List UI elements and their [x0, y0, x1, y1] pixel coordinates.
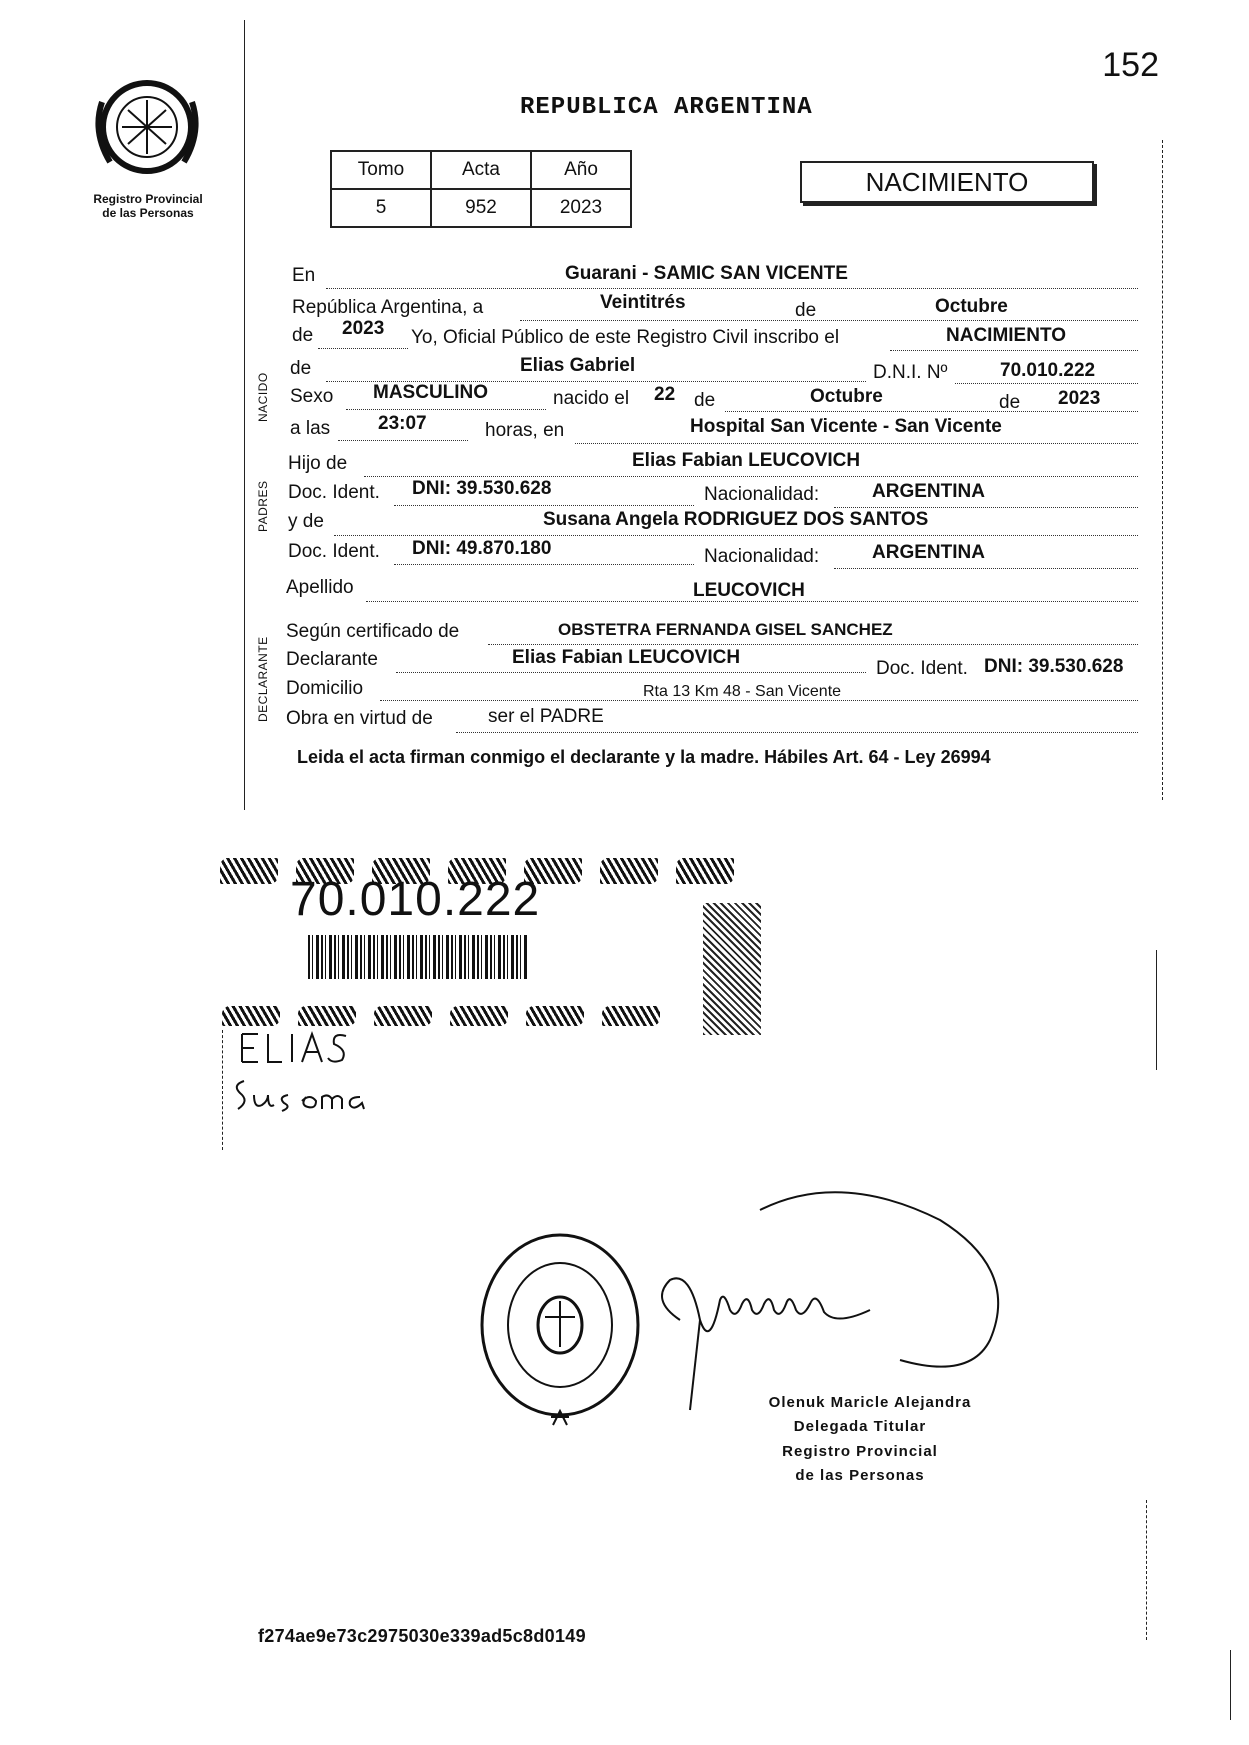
- madre-doc-label: Doc. Ident.: [288, 541, 380, 562]
- table-header-anio: Año: [531, 151, 631, 189]
- official-seal-icon: [475, 1225, 645, 1445]
- inscribo-dots: [890, 350, 1138, 351]
- official-org-line-2: de las Personas: [795, 1467, 925, 1484]
- madre-doc-dots: [394, 564, 694, 565]
- inscribo-text: Yo, Oficial Público de este Registro Civil inscribo el: [411, 327, 840, 348]
- country-title: REPUBLICA ARGENTINA: [520, 94, 813, 121]
- nombre-label: de: [290, 358, 312, 379]
- apellido-label: Apellido: [286, 577, 354, 598]
- madre-nac-dots: [834, 568, 1138, 569]
- padre-doc-value: DNI: 39.530.628: [412, 478, 552, 499]
- side-label-nacido: NACIDO: [256, 372, 270, 422]
- barcode: [308, 935, 528, 979]
- sexo-dots: [346, 409, 546, 410]
- inscribo-value: NACIMIENTO: [946, 325, 1066, 346]
- closing-text: Leida el acta firman conmigo el declarante y la madre. Hábiles Art. 64 - Ley 26994: [297, 747, 991, 767]
- declarante-label: Declarante: [286, 649, 378, 670]
- dni-label: D.N.I. Nº: [873, 362, 948, 383]
- nacido-mes: Octubre: [810, 386, 883, 407]
- padre-nac-dots: [834, 507, 1138, 508]
- padre-nac-label: Nacionalidad:: [704, 484, 820, 505]
- madre-nac-label: Nacionalidad:: [704, 546, 820, 567]
- certificado-dots: [488, 644, 1138, 645]
- nacido-de-2: de: [999, 392, 1021, 413]
- madre-value: Susana Angela RODRIGUEZ DOS SANTOS: [543, 509, 929, 530]
- signature-susana-icon: [230, 1075, 380, 1115]
- en-value: Guarani - SAMIC SAN VICENTE: [565, 263, 848, 284]
- handwritten-susana: [230, 1075, 380, 1120]
- yde-dots: [334, 535, 1138, 536]
- republica-label: República Argentina, a: [292, 297, 484, 318]
- official-signature-scribble-icon: [640, 1180, 1050, 1420]
- province-logo: [92, 72, 202, 182]
- sexo-label: Sexo: [290, 386, 334, 407]
- lugar-dots: [575, 443, 1138, 444]
- de-label-1: de: [795, 300, 817, 321]
- right-margin-rule: [1162, 140, 1163, 800]
- stamp-dni-number: 70.010.222: [290, 873, 541, 926]
- left-margin-rule: [244, 20, 245, 810]
- declarante-dots: [396, 672, 866, 673]
- mes-value: Octubre: [935, 296, 1008, 317]
- anio-dots: [318, 348, 408, 349]
- bottom-right-edge-mark: [1230, 1650, 1231, 1720]
- official-org-line-1: Registro Provincial: [782, 1443, 938, 1460]
- right-scan-mark: [1156, 950, 1157, 1070]
- nombre-value: Elias Gabriel: [520, 355, 636, 376]
- madre-nac-value: ARGENTINA: [872, 542, 985, 563]
- shield-logo-icon: [92, 72, 202, 182]
- official-name: Olenuk Maricle Alejandra: [768, 1394, 972, 1411]
- org-line-2: de las Personas: [102, 206, 194, 220]
- nacido-de-1: de: [694, 390, 716, 411]
- nacido-label: nacido el: [553, 388, 630, 409]
- nacido-dots: [725, 411, 1138, 412]
- dia-value: Veintitrés: [600, 292, 686, 313]
- anio-value: 2023: [342, 318, 385, 339]
- org-name: [78, 192, 218, 220]
- hora-value: 23:07: [378, 413, 427, 434]
- official-signature: [640, 1180, 1050, 1425]
- signature-elias-icon: [236, 1028, 356, 1068]
- table-value-anio: 2023: [531, 189, 631, 227]
- republica-dots: [520, 320, 1138, 321]
- act-type-box: NACIMIENTO: [800, 161, 1094, 203]
- declarante-value: Elias Fabian LEUCOVICH: [512, 647, 741, 668]
- declarante-doc-value: DNI: 39.530.628: [984, 656, 1124, 677]
- side-label-declarante: DECLARANTE: [256, 636, 270, 722]
- padre-doc-dots: [394, 505, 694, 506]
- org-line-1: Registro Provincial: [93, 192, 203, 206]
- handwritten-elias: [236, 1028, 356, 1073]
- obra-value: ser el PADRE: [488, 706, 604, 727]
- page-number: 152: [1102, 46, 1159, 84]
- table-header-acta: Acta: [431, 151, 531, 189]
- nacido-dia: 22: [654, 384, 676, 405]
- side-label-padres: PADRES: [256, 480, 270, 532]
- left-scan-mark: [222, 1030, 223, 1150]
- lugar-value: Hospital San Vicente - San Vicente: [690, 416, 1002, 437]
- nacido-anio: 2023: [1058, 388, 1101, 409]
- dni-value: 70.010.222: [1000, 360, 1096, 381]
- obra-dots: [456, 732, 1138, 733]
- yde-label: y de: [288, 511, 324, 532]
- dni-dots: [955, 383, 1138, 384]
- hora-label: a las: [290, 418, 331, 439]
- hijo-label: Hijo de: [288, 453, 348, 474]
- padre-doc-label: Doc. Ident.: [288, 482, 380, 503]
- official-title: Delegada Titular: [793, 1418, 927, 1435]
- table-header-tomo: Tomo: [331, 151, 431, 189]
- hologram-stamp: [703, 903, 761, 1035]
- en-label: En: [292, 265, 316, 286]
- right-scan-mark-2: [1146, 1500, 1147, 1640]
- en-dots: [326, 288, 1138, 289]
- hora-dots: [338, 440, 468, 441]
- hijo-dots: [364, 476, 1138, 477]
- padre-value: Elias Fabian LEUCOVICH: [632, 450, 861, 471]
- domicilio-value: Rta 13 Km 48 - San Vicente: [643, 683, 842, 700]
- document-hash: f274ae9e73c2975030e339ad5c8d0149: [258, 1626, 586, 1646]
- obra-label: Obra en virtud de: [286, 708, 433, 729]
- certificado-label: Según certificado de: [286, 621, 460, 642]
- sexo-value: MASCULINO: [373, 382, 489, 403]
- apellido-value: LEUCOVICH: [693, 580, 805, 601]
- official-seal: [475, 1225, 645, 1450]
- table-value-acta: 952: [431, 189, 531, 227]
- madre-doc-value: DNI: 49.870.180: [412, 538, 552, 559]
- table-value-tomo: 5: [331, 189, 431, 227]
- domicilio-label: Domicilio: [286, 678, 364, 699]
- certificado-value: OBSTETRA FERNANDA GISEL SANCHEZ: [558, 620, 893, 639]
- horas-en-label: horas, en: [485, 420, 565, 441]
- registry-table: [330, 150, 632, 228]
- declarante-doc-label: Doc. Ident.: [876, 658, 968, 679]
- padre-nac-value: ARGENTINA: [872, 481, 985, 502]
- anio-prefix: de: [292, 325, 314, 346]
